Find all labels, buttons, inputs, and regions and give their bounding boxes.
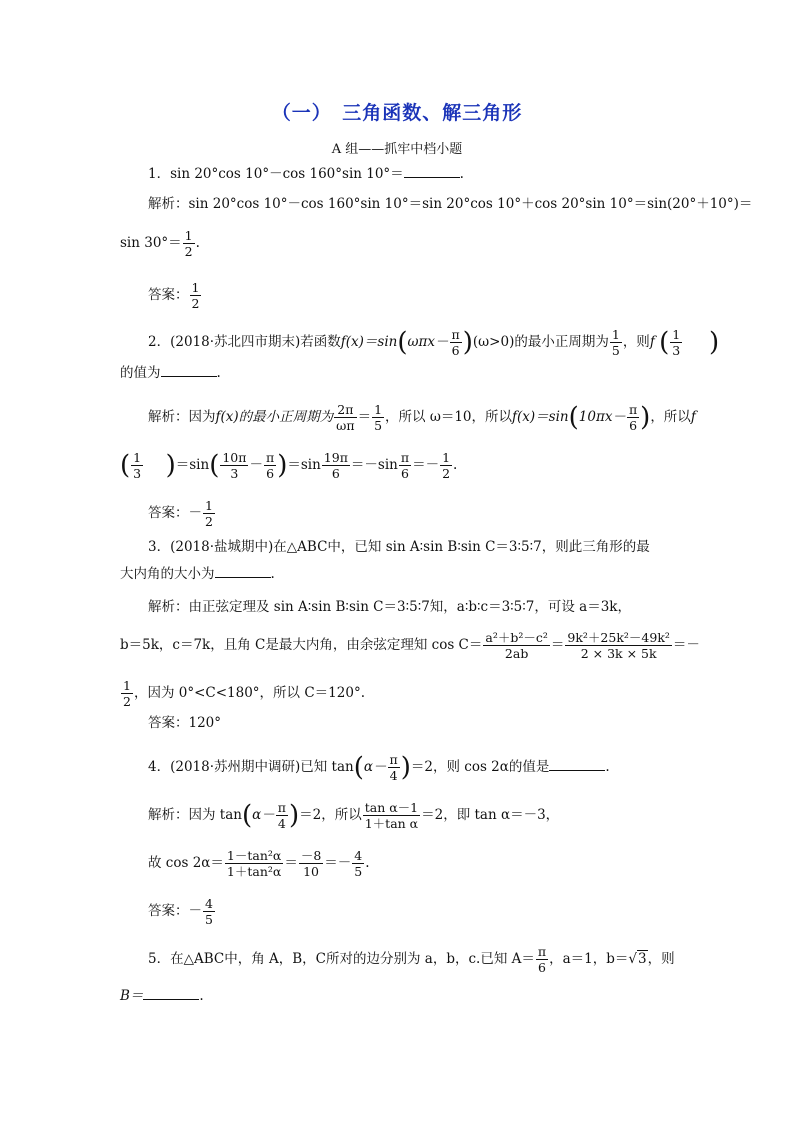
q3-question-line2: 大内角的大小为 . xyxy=(120,563,275,584)
answer-blank[interactable] xyxy=(161,362,217,377)
fraction: $\frac{4}{5}$ xyxy=(354,848,363,879)
fraction: $\frac{1}{5}$ xyxy=(374,402,383,433)
answer-fraction: $\frac{4}{5}$ xyxy=(205,896,213,927)
fraction: $\frac{19\pi}{6}$ xyxy=(323,450,348,481)
fraction: $\frac{1}{2}$ xyxy=(123,678,131,709)
fraction: $\frac{\pi}{4}$ xyxy=(389,752,398,783)
answer-blank[interactable] xyxy=(143,985,199,1000)
fraction: $\frac{\pi}{4}$ xyxy=(277,800,286,831)
question-1: 1．sin 20°cos 10°－cos 160°sin 10°＝ . xyxy=(148,163,464,184)
answer-fraction: $\frac{1}{2}$ xyxy=(205,498,213,529)
answer-blank[interactable] xyxy=(404,163,460,178)
answer-blank[interactable] xyxy=(215,563,271,578)
q2-question-line2: 的值为 . xyxy=(120,362,221,383)
fraction: $\frac{\text{9k²＋25k²－49k²}}{2 \times 3k \times 5k}$ xyxy=(567,630,670,661)
fraction: $\frac{1}{2}$ xyxy=(184,228,193,259)
answer-fraction: $\frac{1}{2}$ xyxy=(191,280,200,311)
q1-answer: 答案： $\frac{1}{2}$ xyxy=(148,280,200,311)
q3-solution-line1: 解析：由正弦定理及 sin A∶sin B∶sin C＝3∶5∶7知，a∶b∶c＝3∶5∶7，可设 a＝3k， xyxy=(148,599,631,615)
fraction: $\frac{1}{3}$ xyxy=(672,327,681,358)
question-2: 2．(2018·苏北四市期末)若函数f(x)＝sin(ωπx－ $\frac{\pi}{6}$ )(ω>0)的最小正周期为 $\frac{1}{5}$ ，则f ( $\frac{1}{3}$ ) xyxy=(148,327,720,358)
fraction: $\frac{\text{tan α－1}}{\text{1＋tan α}}$ xyxy=(364,800,419,831)
fraction: $\frac{10\pi}{3}$ xyxy=(222,450,247,481)
fraction: $\frac{1}{3}$ xyxy=(133,450,142,481)
fraction: $\frac{\text{1－tan²α}}{\text{1＋tan²α}}$ xyxy=(226,848,282,879)
fraction: $\frac{1}{2}$ xyxy=(442,450,451,481)
answer-blank[interactable] xyxy=(549,756,605,771)
section-subtitle: A 组——抓牢中档小题 xyxy=(331,142,463,157)
q2-solution-line2: ( $\frac{1}{3}$ )＝sin( $\frac{10\pi}{3}$ － $\frac{\pi}{6}$ )＝sin $\frac{19\pi}{6}$ ＝－sin $\frac{\pi}{6}$ ＝－ $\frac{1}{2}$ . xyxy=(120,450,458,481)
fraction: $\frac{-8}{10}$ xyxy=(300,848,322,879)
page-title: （一） 三角函数、解三角形 xyxy=(271,102,523,124)
fraction: $\frac{1}{5}$ xyxy=(611,327,620,358)
q4-answer: 答案：－ $\frac{4}{5}$ xyxy=(148,896,213,927)
question-4: 4．(2018·苏州期中调研)已知 tan(α－ $\frac{\pi}{4}$ )＝2，则 cos 2α的值是 . xyxy=(148,752,610,783)
fraction: $\frac{2\pi}{\omega\pi}$ xyxy=(336,402,355,433)
q3-solution-line3: $\frac{1}{2}$ ，因为 0°<C<180°，所以 C＝120°. xyxy=(123,678,365,709)
q4-solution-line2: 故 cos 2α＝ $\frac{\text{1－tan²α}}{\text{1＋tan²α}}$ ＝ $\frac{-8}{10}$ ＝－ $\frac{4}{5}$ . xyxy=(148,848,370,879)
q1-solution-line1: 解析：sin 20°cos 10°－cos 160°sin 10°＝sin 20°cos 10°＋cos 20°sin 10°＝sin(20°＋10°)＝ xyxy=(148,196,753,212)
q3-solution-line2: b＝5k，c＝7k，且角 C是最大内角，由余弦定理知 cos C＝ $\frac{\text{a²＋b²－c²}}{2ab}$ ＝ $\frac{\text{9k²＋25k²－49k²}}{2 \times 3k \times 5k}$ ＝－ xyxy=(120,630,700,661)
fraction: $\frac{\text{a²＋b²－c²}}{2ab}$ xyxy=(485,630,548,661)
fraction: $\frac{\pi}{6}$ xyxy=(628,402,638,433)
question-3: 3．(2018·盐城期中)在△ABC中，已知 sin A∶sin B∶sin C＝3∶5∶7，则此三角形的最 xyxy=(148,539,650,555)
fraction: $\frac{\pi}{6}$ xyxy=(451,327,460,358)
q4-solution-line1: 解析：因为 tan(α－ $\frac{\pi}{4}$ )＝2，所以 $\frac{\text{tan α－1}}{\text{1＋tan α}}$ ＝2，即 tan α＝－3， xyxy=(148,800,560,831)
q2-answer: 答案：－ $\frac{1}{2}$ xyxy=(148,498,213,529)
q5-question-line2: B＝ . xyxy=(120,985,204,1006)
fraction: $\frac{\pi}{6}$ xyxy=(400,450,410,481)
q3-answer: 答案：120° xyxy=(148,715,222,731)
fraction: $\frac{\pi}{6}$ xyxy=(537,944,547,975)
q1-solution-line2: sin 30°＝ $\frac{1}{2}$ . xyxy=(120,228,200,259)
fraction: $\frac{\pi}{6}$ xyxy=(265,450,275,481)
question-5: 5．在△ABC中，角 A，B，C所对的边分别为 a，b，c.已知 A＝ $\frac{\pi}{6}$ ，a＝1，b＝√3，则 xyxy=(148,944,675,975)
q2-solution-line1: 解析：因为f(x)的最小正周期为 $\frac{2\pi}{\omega\pi}$ ＝ $\frac{1}{5}$ ，所以 ω＝10，所以f(x)＝sin(10πx－ $\frac{\pi}{6}$ )，所以f xyxy=(148,402,696,433)
